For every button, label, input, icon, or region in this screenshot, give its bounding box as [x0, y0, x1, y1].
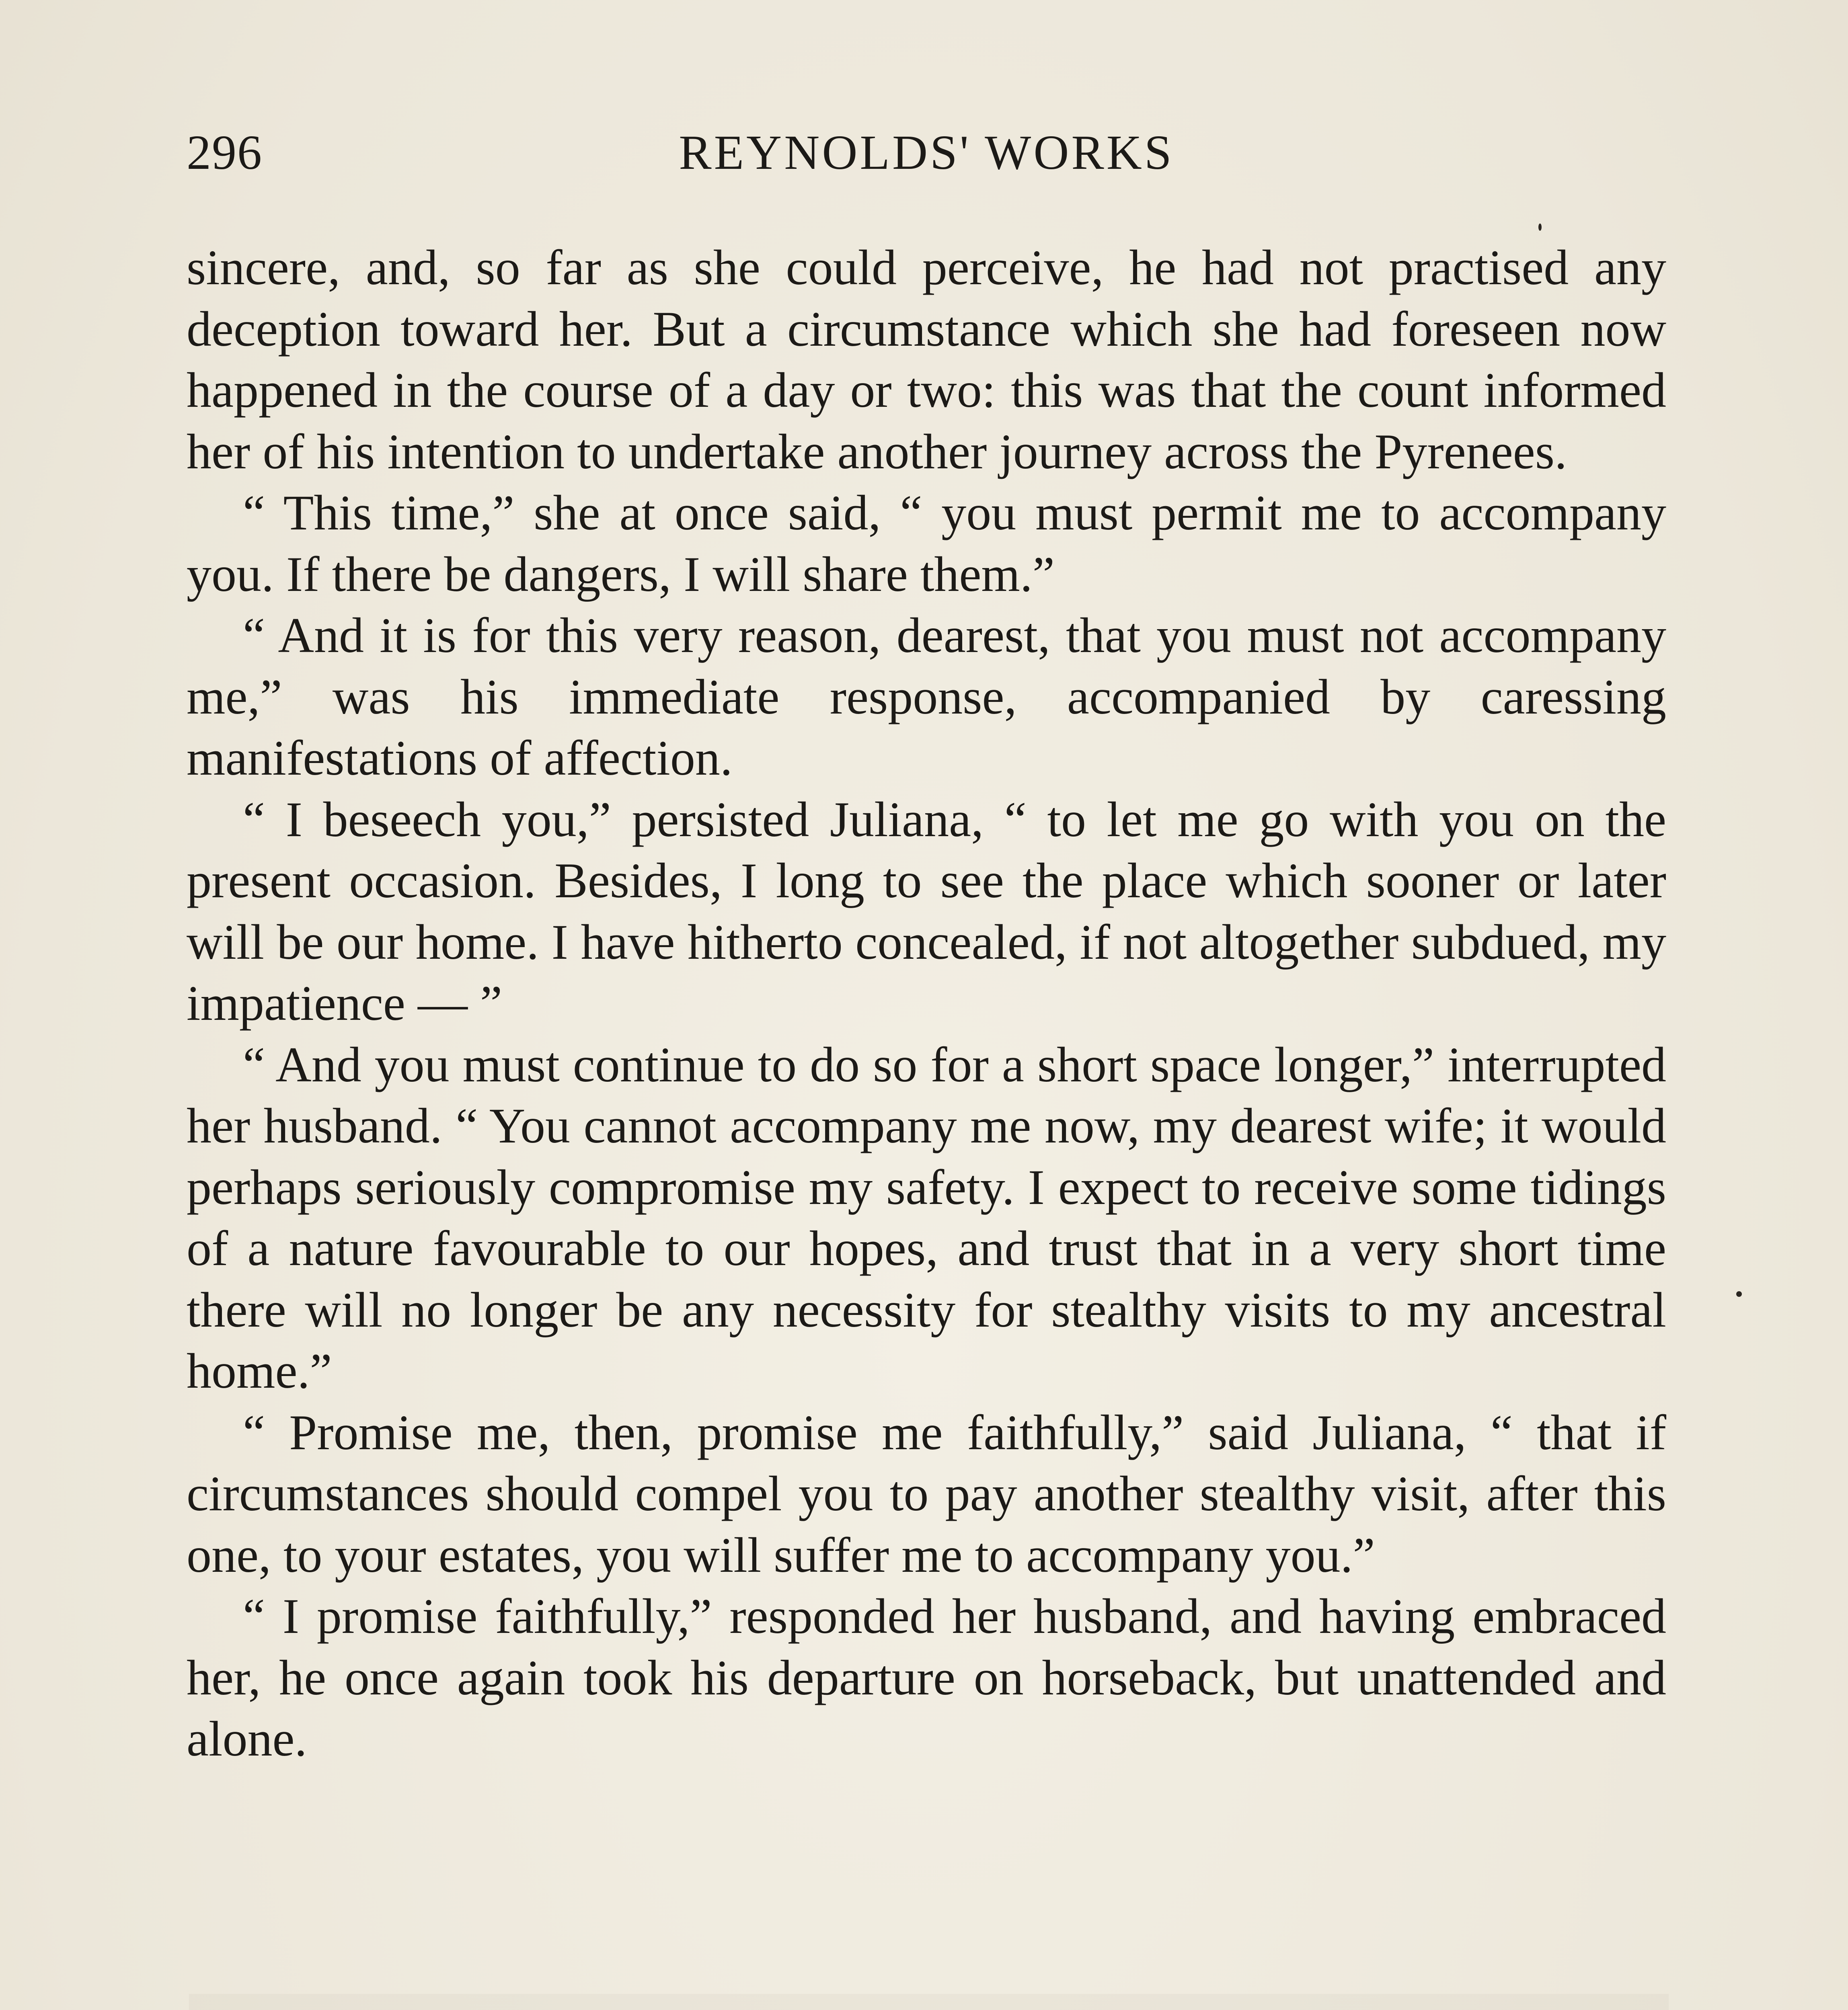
paragraph-6: “ Promise me, then, promise me faithfully,” said Juliana, “ that if circumstances should compel you to pay another stealthy visit, after this one, to your estates, you will suffer me to accompany you.”: [187, 1405, 1666, 1583]
paragraph-1: sincere, and, so far as she could perceive, he had not practised any deception toward her. But a circumstance which she had foreseen now happened in the course of a day or two: this was that the count informed her of his intention to undertake another journey across the Pyrenees.: [187, 240, 1666, 479]
paragraph-5: “ And you must continue to do so for a short space longer,” interrupted her husband. “ You cannot accompany me now, my dearest wife; it would perhaps seriously compromise my safety. I expect to receive some tidings of a nature favourable to our hopes, and trust that in a very short time there will no longer be any necessity for stealthy visits to my ancestral home.”: [187, 1037, 1666, 1399]
running-title: REYNOLDS' WORKS: [679, 125, 1174, 180]
page-number: 296: [187, 125, 263, 180]
paragraph-2: “ This time,” she at once said, “ you must permit me to accompany you. If there be dangers, I will share them.”: [187, 485, 1666, 602]
ink-speck: [1538, 224, 1542, 231]
page-header: [187, 121, 1666, 185]
paragraph-3: “ And it is for this very reason, dearest, that you must not accompany me,” was his immediate response, accompanied by caressing manifestations of affection.: [187, 608, 1666, 786]
bleed-through-shadow: [189, 1970, 1669, 2010]
body-text: [187, 237, 1666, 1770]
paragraph-7: “ I promise faithfully,” responded her husband, and having embraced her, he once again took his departure on horseback, but unattended and alone.: [187, 1589, 1666, 1766]
ink-speck: [1736, 1291, 1742, 1297]
paragraph-4: “ I beseech you,” persisted Juliana, “ to let me go with you on the present occasion. Besides, I long to see the place which sooner or later will be our home. I have hitherto concealed, if not altogether subdued, my impatience — ”: [187, 792, 1666, 1031]
